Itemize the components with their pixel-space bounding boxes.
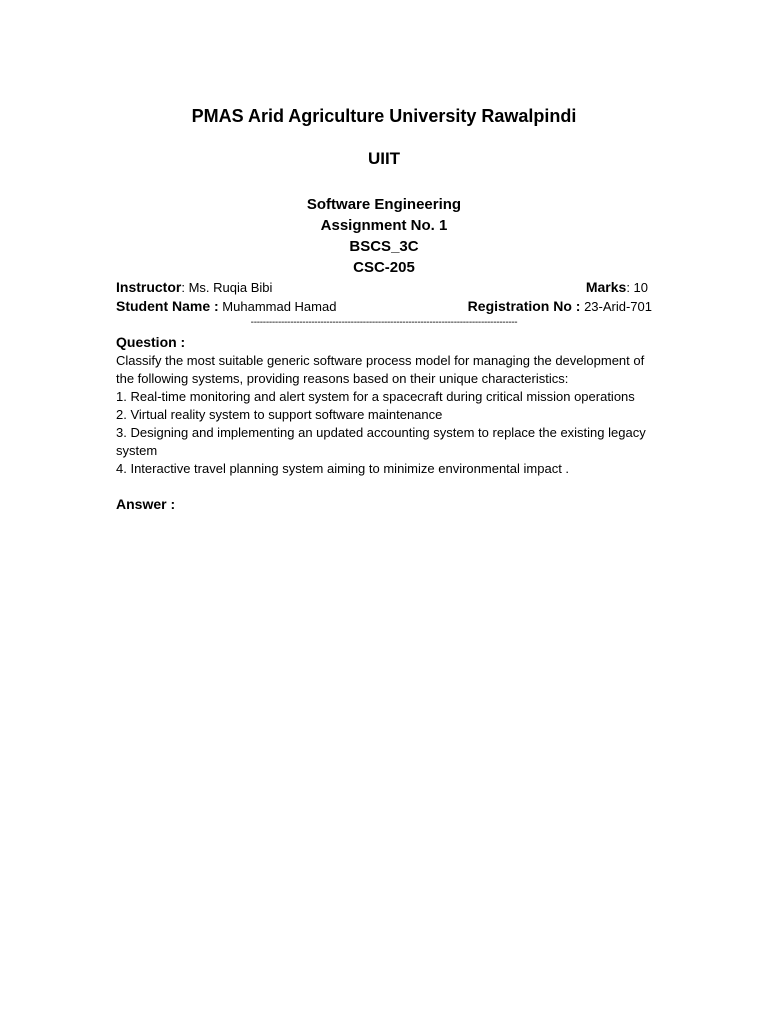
student-row — [116, 297, 652, 316]
registration-label: Registration No : — [467, 298, 581, 314]
question-item: 2. Virtual reality system to support software maintenance — [116, 407, 443, 422]
answer-heading: Answer : — [116, 496, 176, 512]
marks-field — [586, 278, 652, 297]
instructor-field — [116, 278, 272, 297]
question-intro: Classify the most suitable generic software process model for managing the development of the following systems, providing reasons based on their unique characteristics: — [116, 353, 645, 386]
question-item: 3. Designing and implementing an updated accounting system to replace the existing legacy system — [116, 425, 646, 458]
registration-value: 23-Arid-701 — [580, 299, 652, 314]
institute-title: UIIT — [367, 149, 401, 168]
program-section: BSCS_3C — [349, 238, 419, 255]
registration-field — [468, 297, 652, 316]
course-name: Software Engineering — [306, 196, 462, 213]
instructor-label: Instructor — [116, 279, 182, 295]
assignment-number: Assignment No. 1 — [320, 217, 448, 234]
marks-value: : 10 — [626, 280, 648, 295]
student-value: Muhammad Hamad — [218, 299, 337, 314]
instructor-row — [116, 278, 652, 297]
question-item: 1. Real-time monitoring and alert system for a spacecraft during critical mission operations — [116, 389, 635, 404]
university-title: PMAS Arid Agriculture University Rawalpindi — [191, 106, 577, 126]
question-heading: Question : — [116, 334, 186, 350]
student-field — [116, 297, 336, 316]
instructor-value: : Ms. Ruqia Bibi — [181, 280, 273, 295]
course-block — [116, 194, 652, 278]
section-divider: ---------------------------------------------------------------------------------------- — [250, 317, 518, 328]
student-label: Student Name : — [116, 298, 219, 314]
document-content — [116, 104, 652, 514]
marks-label: Marks — [585, 279, 627, 295]
question-body — [116, 352, 652, 478]
question-item: 4. Interactive travel planning system aiming to minimize environmental impact . — [116, 461, 570, 476]
course-code: CSC-205 — [353, 259, 415, 276]
